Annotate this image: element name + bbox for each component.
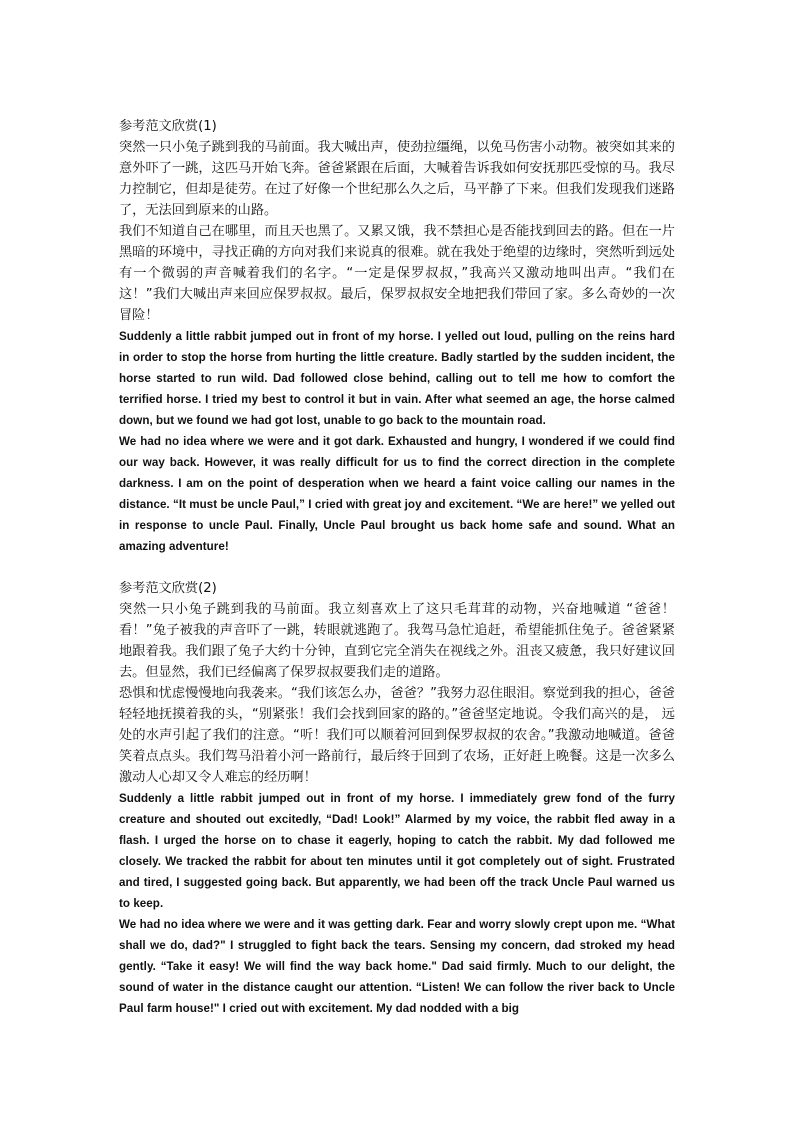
sample-2-zh-paragraph-2: 恐惧和忧虑慢慢地向我袭来。“我们该怎么办，爸爸？”我努力忍住眼泪。察觉到我的担心，爸爸轻轻地抚摸着我的头，“别紧张！我们会找到回家的路的。”爸爸坚定地说。令我们高兴的是， 远处的水声引起了我们的注意。“听！我们可以顺着河回到保罗叔叔的农舍。”我激动地喊道。爸爸笑着点点头。我们驾马沿着小河一路前行，最后终于回到了农场，正好赶上晚餐。这是一次多么激动人心却又令人难忘的经历啊！ xyxy=(119,686,675,785)
sample-1-zh-paragraph-1: 突然一只小兔子跳到我的马前面。我大喊出声，使劲拉缰绳，以免马伤害小动物。被突如其来的意外吓了一跳，这匹马开始飞奔。爸爸紧跟在后面，大喊着告诉我如何安抚那匹受惊的马。我尽力控制它，但却是徒劳。在过了好像一个世纪那么久之后，马平静了下来。但我们发现我们迷路了，无法回到原来的山路。 xyxy=(119,140,675,218)
document-page xyxy=(119,116,675,1019)
sample-1-en-paragraph-1: Suddenly a little rabbit jumped out in front of my horse. I yelled out loud, pulling on the reins hard in order to stop the horse from hurting the little creature. Badly startled by the sudden incident, the horse started to run wild. Dad followed close behind, calling out to tell me how to comfort the terrified horse. I tried my best to control it but in vain. After what seemed an age, the horse calmed down, but we found we had got lost, unable to go back to the mountain road. xyxy=(119,330,675,427)
sample-2-en-paragraph-1: Suddenly a little rabbit jumped out in front of my horse. I immediately grew fond of the furry creature and shouted out excitedly, “Dad! Look!” Alarmed by my voice, the rabbit fled away in a flash. I urged the horse on to chase it eagerly, hoping to catch the rabbit. My dad followed me closely. We tracked the rabbit for about ten minutes until it got completely out of sight. Frustrated and tired, I suggested going back. But apparently, we had been off the track Uncle Paul warned us to keep. xyxy=(119,792,675,910)
section-spacer xyxy=(119,557,675,578)
sample-1-zh-paragraph-2: 我们不知道自己在哪里，而且天也黑了。又累又饿，我不禁担心是否能找到回去的路。但在一片黑暗的环境中，寻找正确的方向对我们来说真的很难。就在我处于绝望的边缘时，突然听到远处有一个微弱的声音喊着我们的名字。“一定是保罗叔叔，”我高兴又激动地叫出声。“我们在这！”我们大喊出声来回应保罗叔叔。最后，保罗叔叔安全地把我们带回了家。多么奇妙的一次冒险！ xyxy=(119,224,675,323)
sample-1-en-paragraph-2: We had no idea where we were and it got dark. Exhausted and hungry, I wondered if we could find our way back. However, it was really difficult for us to find the correct direction in the complete darkness. I am on the point of desperation when we heard a faint voice calling our names in the distance. “It must be uncle Paul,” I cried with great joy and excitement. “We are here!” we yelled out in response to uncle Paul. Finally, Uncle Paul brought us back home safe and sound. What an amazing adventure! xyxy=(119,435,675,553)
sample-2-title: 参考范文欣赏(2) xyxy=(119,581,217,596)
sample-2-zh-paragraph-1: 突然一只小兔子跳到我的马前面。我立刻喜欢上了这只毛茸茸的动物，兴奋地喊道 “爸爸！看！”兔子被我的声音吓了一跳，转眼就逃跑了。我驾马急忙追赶，希望能抓住兔子。爸爸紧紧地跟着我。我们跟了兔子大约十分钟，直到它完全消失在视线之外。沮丧又疲惫，我只好建议回去。但显然，我们已经偏离了保罗叔叔要我们走的道路。 xyxy=(119,602,675,680)
sample-1-title: 参考范文欣赏(1) xyxy=(119,119,217,134)
sample-2-en-paragraph-2: We had no idea where we were and it was getting dark. Fear and worry slowly crept upon me. “What shall we do, dad?" I struggled to fight back the tears. Sensing my concern, dad stroked my head gently. “Take it easy! We will find the way back home." Dad said firmly. Much to our delight, the sound of water in the distance caught our attention. “Listen! We can follow the river back to Uncle Paul farm house!" I cried out with excitement. My dad nodded with a big xyxy=(119,918,675,1015)
